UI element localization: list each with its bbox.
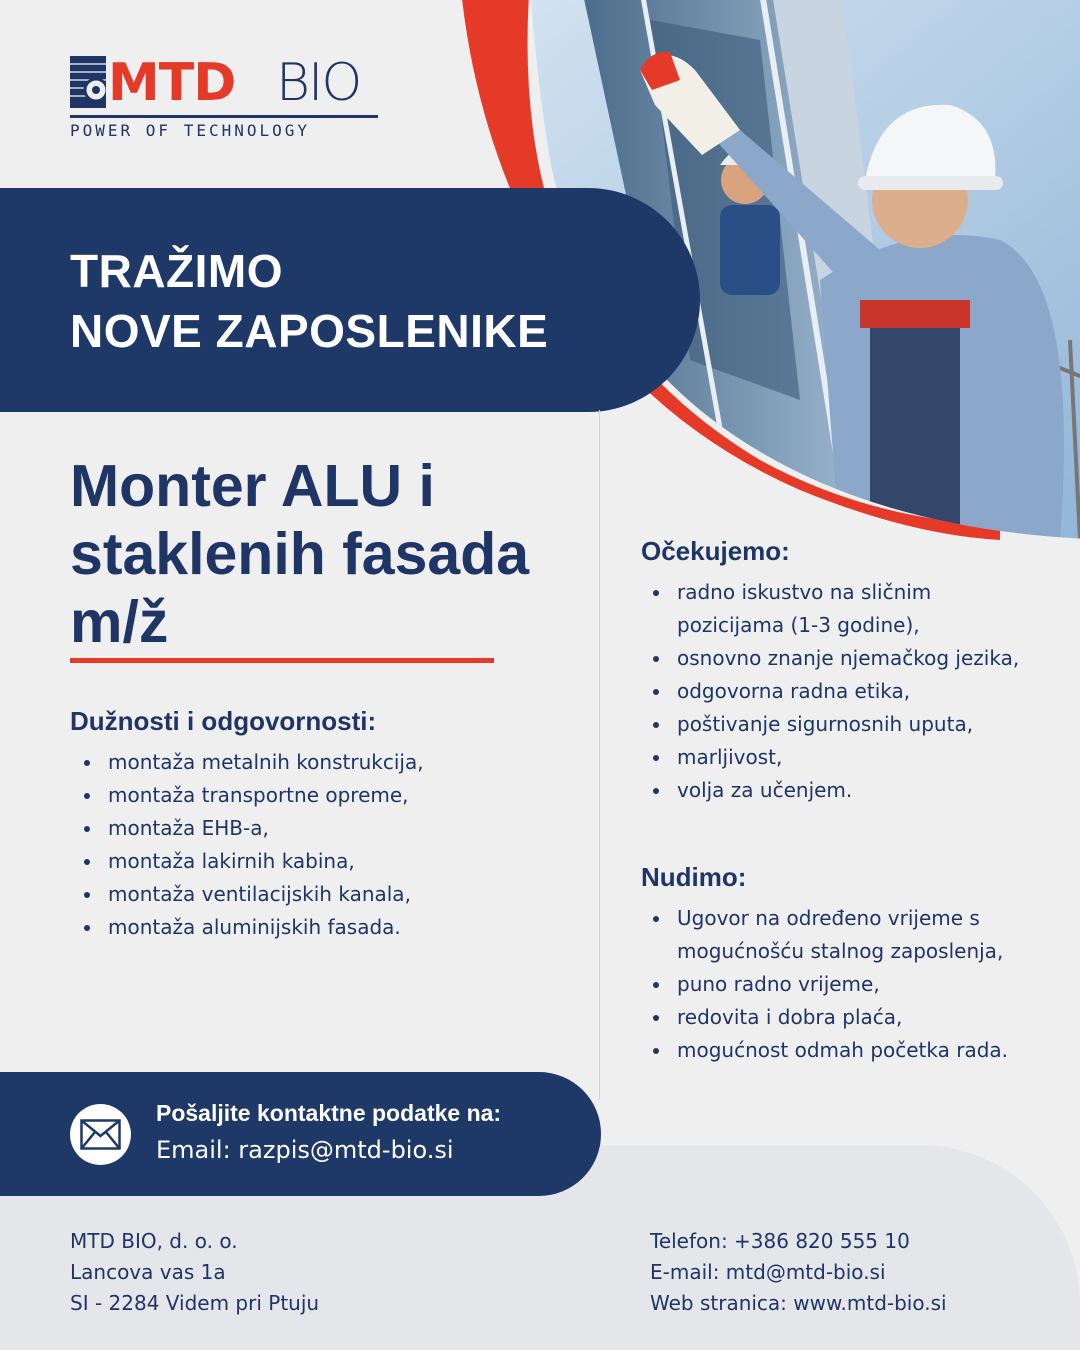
column-divider [599, 410, 600, 1100]
envelope-glyph [80, 1119, 121, 1150]
gear-icon [70, 56, 106, 108]
logo-tagline: POWER OF TECHNOLOGY [70, 121, 311, 140]
logo-mtd: MTD [108, 53, 236, 113]
list-item: redovita i dobra plaća, [641, 1001, 1051, 1034]
list-item: poštivanje sigurnosnih uputa, [641, 708, 1041, 741]
job-title: Monter ALU i staklenih fasada m/ž [70, 453, 530, 655]
list-item: montaža metalnih konstrukcija, [72, 746, 572, 779]
envelope-icon [70, 1104, 131, 1165]
hero-banner [0, 188, 700, 412]
list-item: mogućnost odmah početka rada. [641, 1034, 1051, 1067]
footer-contacts [650, 1226, 947, 1319]
list-item: radno iskustvo na sličnim pozicijama (1-3 godine), [641, 576, 1041, 642]
duties-heading: Dužnosti i odgovornosti: [70, 706, 377, 736]
list-item: puno radno vrijeme, [641, 968, 1051, 1001]
hero-line-2: NOVE ZAPOSLENIKE [70, 305, 549, 357]
footer-city: SI - 2284 Videm pri Ptuju [70, 1291, 320, 1315]
logo-bio: BIO [276, 53, 361, 113]
list-item: montaža lakirnih kabina, [72, 845, 572, 878]
list-item: montaža transportne opreme, [72, 779, 572, 812]
title-underline [70, 658, 494, 663]
list-item: osnovno znanje njemačkog jezika, [641, 642, 1041, 675]
contact-email-link[interactable]: Email: razpis@mtd-bio.si [156, 1136, 454, 1164]
offer-heading: Nudimo: [641, 862, 747, 892]
hero-line-1: TRAŽIMO [70, 245, 284, 297]
list-item: montaža EHB-a, [72, 812, 572, 845]
footer-address [70, 1226, 319, 1319]
list-item: montaža ventilacijskih kanala, [72, 878, 572, 911]
footer-phone[interactable]: Telefon: +386 820 555 10 [650, 1229, 910, 1253]
list-item: odgovorna radna etika, [641, 675, 1041, 708]
expect-list [641, 576, 1041, 807]
contact-banner [0, 1072, 601, 1196]
list-item: Ugovor na određeno vrijeme s mogućnošću stalnog zaposlenja, [641, 902, 1051, 968]
expect-heading: Očekujemo: [641, 536, 790, 566]
footer-street: Lancova vas 1a [70, 1260, 226, 1284]
list-item: volja za učenjem. [641, 774, 1041, 807]
footer-company: MTD BIO, d. o. o. [70, 1229, 238, 1253]
list-item: montaža aluminijskih fasada. [72, 911, 572, 944]
list-item: marljivost, [641, 741, 1041, 774]
footer-email[interactable]: E-mail: mtd@mtd-bio.si [650, 1260, 886, 1284]
footer-web[interactable]: Web stranica: www.mtd-bio.si [650, 1291, 947, 1315]
company-logo [70, 52, 380, 144]
logo-divider [70, 115, 378, 118]
duties-list [72, 746, 572, 944]
offer-list [641, 902, 1051, 1067]
contact-label: Pošaljite kontaktne podatke na: [156, 1100, 502, 1126]
